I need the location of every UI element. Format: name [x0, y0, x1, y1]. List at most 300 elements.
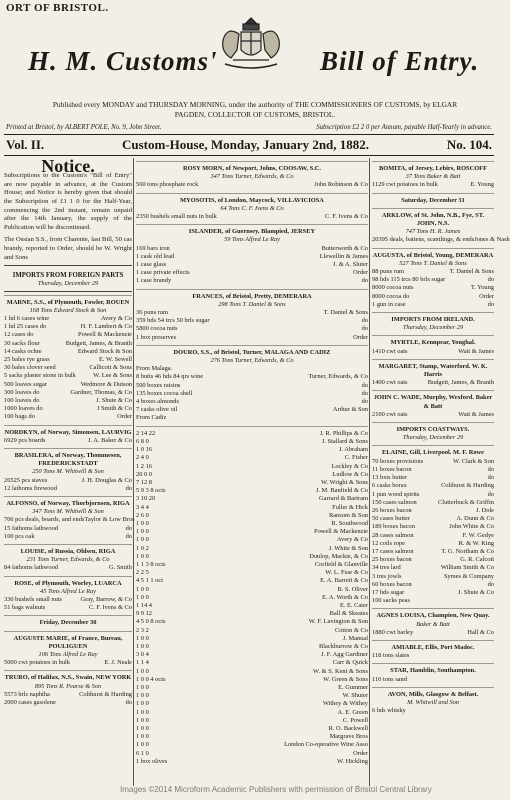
cargo-consignee: do	[487, 474, 494, 482]
vessel-heading: AMIABLE, Ellis, Port Madoc.	[391, 643, 475, 651]
cargo-consignee: J. & A. Sluter	[333, 261, 368, 269]
vessel-heading: IMPORTS FROM IRELAND.	[391, 316, 475, 324]
cargo-consignee: Ludlow & Co	[332, 470, 368, 478]
cargo-line	[372, 540, 494, 548]
cargo-entry	[4, 496, 135, 541]
vessel-heading: ROSY MORN, of Newport, Johns, COOSAW, S.C.	[182, 165, 321, 172]
cargo-goods: 60 boxes bacon	[372, 580, 412, 588]
cargo-goods: From Malaga.	[136, 365, 173, 373]
cargo-consignee: E. E. Cater	[339, 601, 368, 609]
cargo-goods: 1 0 2	[136, 544, 149, 552]
cargo-line	[136, 635, 368, 643]
cargo-consignee: J. H. Douglas & Co	[81, 476, 132, 484]
cargo-consignee: Hall & Co	[467, 628, 494, 636]
cargo-line	[372, 597, 494, 605]
cargo-line	[136, 334, 368, 342]
cargo-consignee: W. L. Fear & Co	[325, 569, 368, 577]
cargo-consignee: A. Dunn & Co	[456, 515, 494, 523]
cargo-consignee: W. Shuter	[342, 692, 368, 700]
cargo-line	[136, 602, 368, 610]
cargo-consignee: John White & Co	[449, 523, 494, 531]
cargo-goods: 70 boxes provisions	[372, 457, 424, 465]
cargo-goods: 1 case glass	[136, 261, 167, 269]
cargo-goods: 1 0 0	[136, 725, 149, 732]
cargo-goods: 6 casks borax	[372, 482, 407, 490]
cargo-consignee: Arthur & Son	[332, 406, 368, 414]
cargo-consignee: Lockley & Co	[331, 462, 368, 470]
cargo-line	[136, 586, 368, 594]
cargo-consignee: Garrard & Bartram	[319, 495, 368, 503]
vessel-heading: JOHN C. WADE, Murphy, Wexford. Baker & Batt	[373, 394, 493, 410]
cargo-entry	[136, 289, 368, 342]
cargo-consignee: do	[487, 580, 494, 588]
cargo-goods: 13 bxts butter	[372, 474, 408, 482]
cargo-goods: 7 12 8	[136, 478, 152, 486]
issue-line	[6, 137, 492, 153]
title-bill-of-entry: Bill of Entry.	[320, 46, 480, 76]
subscription-text: Subscription £2 2 0 per Annum, payable Half-Yearly in advance.	[316, 124, 492, 131]
cargo-consignee: Order	[353, 749, 368, 757]
cargo-consignee: do	[361, 325, 368, 333]
cargo-consignee: do	[361, 317, 368, 325]
cargo-goods: 1 0 0	[136, 741, 149, 749]
cargo-consignee: Edward Stock & Son	[77, 347, 132, 355]
cargo-line	[4, 604, 132, 612]
cargo-goods: 100 bags do	[4, 413, 35, 421]
cargo-line	[136, 758, 368, 766]
cargo-entry	[4, 425, 132, 445]
cargo-consignee: Ball & Skeates	[329, 610, 368, 618]
cargo-line	[4, 340, 132, 348]
cargo-line	[136, 430, 368, 438]
vessel-heading: BRASILERA, of Norway, Thommesen, FREDERICKSTADT	[14, 452, 122, 468]
cargo-goods: 1 0 0	[136, 642, 149, 650]
date-line: Custom-House, Monday, January 2nd, 1882.	[122, 137, 370, 152]
cargo-consignee: Order	[479, 292, 494, 300]
cargo-consignee: J. Shute & Co	[458, 588, 494, 596]
cargo-consignee: G. Smith	[108, 564, 132, 572]
cargo-goods: 50 cases butter	[372, 515, 410, 523]
cargo-line	[4, 596, 132, 604]
cargo-consignee: Colthurst & Harding	[441, 482, 494, 490]
cargo-line	[372, 573, 494, 581]
cargo-goods: 17 hds sugar	[372, 588, 405, 596]
cargo-line	[136, 692, 368, 700]
cargo-goods: 98 hds 115 trcs 80 brls sugar	[372, 276, 446, 284]
cargo-consignee: Powell & Mackenzie	[78, 331, 132, 339]
cargo-consignee: J. M. Banfield & Co	[315, 487, 368, 495]
cargo-line	[136, 659, 368, 667]
cargo-line	[372, 556, 494, 564]
cargo-consignee: W. Green & Sons	[323, 675, 368, 683]
cargo-goods: 3 4 4	[136, 503, 149, 511]
cargo-goods: 6 hds whisky	[372, 707, 406, 715]
cargo-goods: 3 0 4	[136, 651, 149, 659]
imports-title: IMPORTS FROM FOREIGN PARTS	[12, 272, 124, 280]
cargo-consignee: Butterworth & Co	[321, 244, 368, 252]
cargo-line	[136, 261, 368, 269]
cargo-consignee: do	[487, 276, 494, 284]
cargo-goods: 330 bushels small nuts	[4, 596, 63, 604]
cargo-line	[136, 545, 368, 553]
cargo-consignee: C. F. Ivens & Co	[324, 213, 368, 221]
cargo-line	[136, 365, 368, 373]
cargo-entry	[4, 670, 132, 707]
cargo-consignee: W. F. Lavington & Son	[308, 618, 368, 626]
cargo-line	[372, 236, 510, 244]
cargo-consignee: Corfield & Glanville	[314, 560, 368, 568]
cargo-goods: 500 loaves sugar	[4, 380, 47, 388]
cargo-line	[136, 504, 368, 512]
cargo-entry	[136, 345, 368, 423]
cargo-consignee: William Smith & Co	[440, 564, 494, 572]
vessel-heading: MYOSOTIS, of London, Maycock, VILLAVICIOSA	[180, 196, 324, 204]
cargo-goods: 4 5 0 8 octs	[136, 618, 166, 626]
cargo-consignee: Order	[353, 333, 368, 341]
cargo-goods: 4 5 1 1 oct	[136, 577, 163, 585]
cargo-consignee: T. Daniel & Sons	[449, 268, 494, 276]
cargo-line	[136, 487, 368, 495]
cargo-goods: 1 0 16	[136, 446, 152, 454]
cargo-line	[136, 471, 368, 479]
cargo-goods: 1 0 0	[136, 552, 149, 560]
cargo-entry	[372, 445, 494, 605]
cargo-line	[136, 181, 368, 189]
cargo-consignee: do	[125, 484, 132, 492]
cargo-goods: 28 cases salmon	[372, 531, 414, 539]
cargo-line	[372, 474, 494, 482]
cargo-line	[136, 245, 368, 253]
cargo-line	[4, 564, 132, 572]
cargo-consignee: do	[361, 389, 368, 397]
cargo-line	[136, 741, 368, 749]
cargo-goods: 1 hd 25 cases do	[4, 323, 47, 331]
cargo-goods: 1400 cwt oats	[372, 379, 408, 387]
cargo-goods: 1129 cwt potatoes in bulk	[372, 181, 438, 189]
cargo-goods: 1 1 3 8 octs	[136, 560, 166, 568]
cargo-consignee: Gray, Barrow, & Co	[80, 596, 132, 604]
cargo-line	[136, 618, 368, 626]
cargo-goods: 30 sacks flour	[4, 339, 40, 347]
cargo-goods: 20395 deals, battens, scantlings, & ends	[372, 236, 475, 244]
cargo-goods: 1000 loaves do	[4, 405, 43, 413]
cargo-goods: 1410 cwt oats	[372, 347, 408, 355]
notice-note: The Ossian S.S., from Charente, last Bill, 50 cas brandy, reported to Order, should be W. Wright and Sons	[4, 236, 132, 261]
cargo-consignee: Colthurst & Harding	[79, 690, 132, 698]
cargo-consignee: J. Shute & Co	[96, 396, 132, 404]
cargo-consignee: Taylor & Low Bros	[84, 516, 135, 524]
cargo-entry	[4, 295, 132, 422]
cargo-goods: 1 0 0 4 octs	[136, 675, 166, 683]
cargo-line	[4, 533, 132, 541]
cargo-line	[372, 515, 494, 523]
cargo-consignee: G. R. Calcott	[460, 556, 494, 564]
cargo-line	[372, 707, 494, 715]
cargo-consignee: W. Lee & Sons	[93, 372, 132, 380]
cargo-entry	[372, 608, 494, 637]
cargo-consignee: E. W. Sewell	[98, 355, 132, 363]
cargo-line	[136, 725, 368, 733]
cargo-entry	[136, 224, 368, 285]
cargo-entry	[372, 248, 494, 309]
cargo-consignee: J. A. Baker & Co	[87, 436, 132, 444]
cargo-consignee: E. Young	[470, 181, 494, 189]
cargo-line	[136, 414, 368, 422]
cargo-line	[136, 382, 368, 390]
cargo-line	[136, 317, 368, 325]
vessel-tonnage-agent: 59 Tons Alfred Le Ray	[224, 236, 280, 244]
rule-top	[4, 134, 494, 135]
vessel-heading: ALFONSO, of Norway, Thorbjornsen, RIGA	[6, 500, 130, 508]
vessel-heading: NORDKYN, of Norway, Simonsen, LAURVIG	[4, 428, 132, 436]
cargo-consignee: Wedmore & Dutson	[80, 380, 132, 388]
cargo-consignee: Avery & Co	[336, 536, 368, 544]
cargo-goods: 1 0 0	[136, 667, 149, 675]
cargo-entry	[4, 631, 132, 668]
vessel-heading: ROSE, of Plymouth, Worley, LUARCA	[14, 579, 122, 587]
cargo-consignee: H. F. Lambert & Co	[80, 323, 132, 331]
vessel-heading: ARKLOW, of St. John, N.B., Fye, ST. JOHN, N.S.	[381, 211, 485, 228]
cargo-line	[4, 437, 132, 445]
cargo-goods: 88 puns rum	[372, 268, 404, 276]
cargo-line	[372, 181, 494, 189]
vessel-heading: AUGUSTA, of Bristol, Young, DEMERARA	[372, 251, 494, 259]
vessel-tonnage-agent: 106 Tons Alfred Le Ray	[38, 651, 98, 659]
cargo-goods: 14 casks ochre	[4, 347, 42, 355]
vessel-heading: IMPORTS COASTWAYS.	[396, 426, 470, 434]
cargo-goods: 500 boxes raisins	[136, 381, 181, 389]
vessel-heading: ISLANDER, of Guernsey, Blampied, JERSEY	[188, 228, 316, 236]
cargo-goods: 5 9 3 8 octs	[136, 487, 166, 495]
cargo-entry	[4, 576, 132, 613]
cargo-goods: 1 0 0	[136, 585, 149, 593]
cargo-goods: 110 tons sand	[372, 675, 407, 683]
cargo-line	[372, 629, 494, 637]
cargo-goods: 1 0 0	[136, 692, 149, 700]
cargo-goods: 8 butts 46 hds 84 qrs wine	[136, 373, 204, 381]
imports-header	[4, 265, 132, 291]
cargo-consignee: C. F. Ivens & Co	[88, 604, 132, 612]
cargo-goods: 1 cask old lead	[136, 252, 175, 260]
cargo-goods: 1 0 0	[136, 634, 149, 642]
cargo-goods: 560 tons phosphate rock	[136, 181, 199, 189]
cargo-line	[136, 446, 368, 454]
cargo-consignee: Ransom & Son	[328, 511, 368, 519]
vessel-heading: STAR, Hamblin, Southampton.	[390, 667, 476, 675]
cargo-goods: 3 10 20	[136, 495, 156, 503]
vessel-tonnage-agent: 347 Tons Turner, Edwards, & Co	[210, 173, 294, 181]
column-divider	[133, 158, 134, 786]
cargo-goods: 1 14 4	[136, 601, 152, 609]
cargo-consignee: E. A. Barrett & Co	[320, 577, 368, 585]
cargo-line	[136, 495, 368, 503]
cargo-consignee: Carr & Quick	[332, 659, 368, 667]
column-2	[136, 158, 368, 782]
cargo-goods: 2 2 5	[136, 569, 149, 577]
cargo-goods: 189 boxes bacon	[372, 523, 415, 531]
cargo-consignee: J. F. Agg Gardiner	[321, 651, 368, 659]
vessel-heading: LOUISE, of Russia, Ohlsen, RIGA	[20, 548, 116, 556]
cargo-goods: 30 bales clover seed	[4, 364, 56, 372]
cargo-line	[136, 733, 368, 741]
cargo-consignee: Cotton & Co	[334, 626, 368, 634]
cargo-line	[372, 411, 494, 419]
cargo-goods: 5573 brls naphtha	[4, 690, 50, 698]
cargo-consignee: do	[487, 490, 494, 498]
cargo-consignee: C. Powell	[342, 716, 368, 724]
vessel-heading: ELAINE, Gill, Liverpool. M. F. Rowe	[381, 449, 484, 457]
cargo-consignee: Fuller & Hick	[332, 503, 368, 511]
cargo-goods: 12 cases do	[4, 331, 34, 339]
cargo-entry	[372, 208, 510, 245]
cargo-line	[136, 577, 368, 585]
royal-crest-icon	[205, 14, 297, 74]
cargo-goods: 1 0 0	[136, 519, 149, 527]
cargo-entry	[372, 390, 494, 419]
cargo-goods: 1 0 0	[136, 716, 149, 724]
cargo-line	[4, 356, 132, 364]
vessel-tonnage-agent: Baker & Batt	[416, 620, 450, 628]
cargo-goods: 118 tons slates	[372, 652, 410, 660]
cargo-line	[136, 253, 368, 261]
vessel-tonnage-agent: M. Whitwill and Son	[407, 698, 459, 706]
cargo-line	[136, 750, 368, 758]
cargo-entry	[372, 312, 494, 332]
cargo-line	[372, 491, 494, 499]
title-customs: H. M. Customs'	[28, 46, 218, 76]
vessel-tonnage-agent: 64 Tons C. F. Ivens & Co	[220, 204, 284, 212]
cargo-goods: 12 coils rope	[372, 539, 406, 547]
cargo-goods: 1 gun in case	[372, 300, 406, 308]
cargo-goods: 1 0 0	[136, 700, 149, 708]
column-3-entries	[372, 161, 510, 715]
cargo-consignee: Order	[117, 413, 132, 421]
cargo-line	[372, 564, 494, 572]
cargo-line	[372, 532, 494, 540]
cargo-consignee: Callicott & Sons	[89, 364, 132, 372]
cargo-consignee: J Smith & Co	[97, 405, 132, 413]
vessel-tonnage-agent: 527 Tons T. Daniel & Sons	[399, 259, 467, 267]
cargo-entry	[372, 161, 494, 190]
cargo-entry	[372, 663, 494, 683]
cargo-line	[372, 379, 494, 387]
cargo-consignee: John Robinson & Co	[314, 181, 368, 189]
cargo-goods: 25 boxes bacon	[372, 556, 412, 564]
cargo-line	[4, 413, 132, 421]
cargo-goods: 12 lathoms firewood	[4, 484, 57, 492]
column-3	[372, 158, 510, 782]
cargo-consignee: T. G. Northam & Co	[441, 547, 494, 555]
cargo-consignee: E. J. Neale	[104, 659, 132, 667]
cargo-consignee: Wait & James	[458, 410, 494, 418]
vessel-heading: MARGARET, Stamp, Waterford. W. K. Harris	[378, 362, 488, 379]
cargo-goods: 2350 bushels small nuts in bulk	[136, 213, 217, 221]
cargo-line	[136, 676, 368, 684]
cargo-entry	[372, 335, 494, 355]
cargo-line	[136, 610, 368, 618]
cargo-consignee: T. Daniel & Sons	[323, 309, 368, 317]
cargo-line	[136, 398, 368, 406]
vessel-tonnage-agent: 45 Tons Alfred Le Ray	[40, 587, 96, 595]
cargo-goods: 100 sacks peas	[372, 597, 410, 605]
cargo-line	[136, 700, 368, 708]
cargo-line	[372, 499, 494, 507]
cargo-line	[4, 397, 132, 405]
cargo-goods: 1 hd 6 cases wine	[4, 314, 50, 322]
cargo-line	[372, 458, 494, 466]
cargo-consignee: Gardner, Thomas, & Co	[70, 388, 132, 396]
cargo-line	[136, 269, 368, 277]
cargo-entry	[4, 615, 132, 627]
vessel-heading: MYRTLE, Kennpear, Youghal.	[390, 339, 476, 347]
cargo-line	[372, 676, 494, 684]
cargo-consignee: Turner, Edwards, & Co	[308, 373, 368, 381]
cargo-consignee: do	[125, 524, 132, 532]
cargo-line	[136, 569, 368, 577]
cargo-line	[4, 691, 132, 699]
cargo-consignee: do	[487, 465, 494, 473]
cargo-line	[4, 516, 135, 524]
cargo-goods: 359 hds 54 trcs 50 brls sugar	[136, 317, 210, 325]
cargo-line	[4, 699, 132, 707]
cargo-consignee: J. R. Phillips & Co	[319, 429, 368, 437]
cargo-line	[4, 477, 132, 485]
cargo-line	[136, 668, 368, 676]
cargo-goods: 100 pcs oak	[4, 532, 35, 540]
cargo-entry	[372, 422, 494, 442]
cargo-entry	[136, 161, 368, 190]
cargo-goods: 1 0 0	[136, 528, 149, 536]
cargo-consignee: R. Southwood	[331, 519, 368, 527]
imports-date: Thursday, December 29	[37, 280, 99, 288]
cargo-consignee: do	[487, 300, 494, 308]
cargo-line	[136, 717, 368, 725]
cargo-goods: 1 case brandy	[136, 277, 172, 285]
cargo-goods: 2100 cwt oats	[372, 410, 408, 418]
cargo-goods: 25 bales rye grass	[4, 355, 50, 363]
cargo-line	[372, 581, 494, 589]
cargo-goods: 1 1 4	[136, 659, 149, 667]
cargo-entry	[372, 640, 494, 660]
cargo-line	[136, 390, 368, 398]
cargo-line	[136, 651, 368, 659]
printer-text: Printed at Bristol, by ALBERT POLE, No. 9, John Street.	[6, 124, 162, 131]
cargo-entry	[4, 544, 132, 573]
cargo-goods: 100 loaves do	[4, 396, 40, 404]
cargo-consignee: W. Wright & Sons	[321, 478, 368, 486]
cargo-line	[372, 348, 494, 356]
cargo-line	[372, 293, 494, 301]
cargo-consignee: C. Fisher	[344, 454, 368, 462]
cargo-line	[372, 284, 494, 292]
cargo-consignee: E. A. Worth & Co	[322, 593, 368, 601]
cargo-line	[4, 315, 132, 323]
cargo-goods: 4 boxes almonds	[136, 398, 179, 406]
column-divider	[369, 158, 370, 786]
issue-number: No. 104.	[446, 137, 492, 152]
cargo-goods: 150 cases salmon	[372, 498, 417, 506]
cargo-line	[372, 507, 494, 515]
cargo-goods: 2 3 2	[136, 626, 149, 634]
cargo-line	[136, 709, 368, 717]
cargo-consignee: do	[125, 699, 132, 707]
cargo-entry	[4, 448, 132, 493]
cargo-consignee: J. Stallard & Sons	[321, 437, 368, 445]
column-1-entries	[4, 295, 135, 708]
cargo-line	[136, 520, 368, 528]
cargo-line	[136, 406, 368, 414]
cargo-line	[136, 627, 368, 635]
